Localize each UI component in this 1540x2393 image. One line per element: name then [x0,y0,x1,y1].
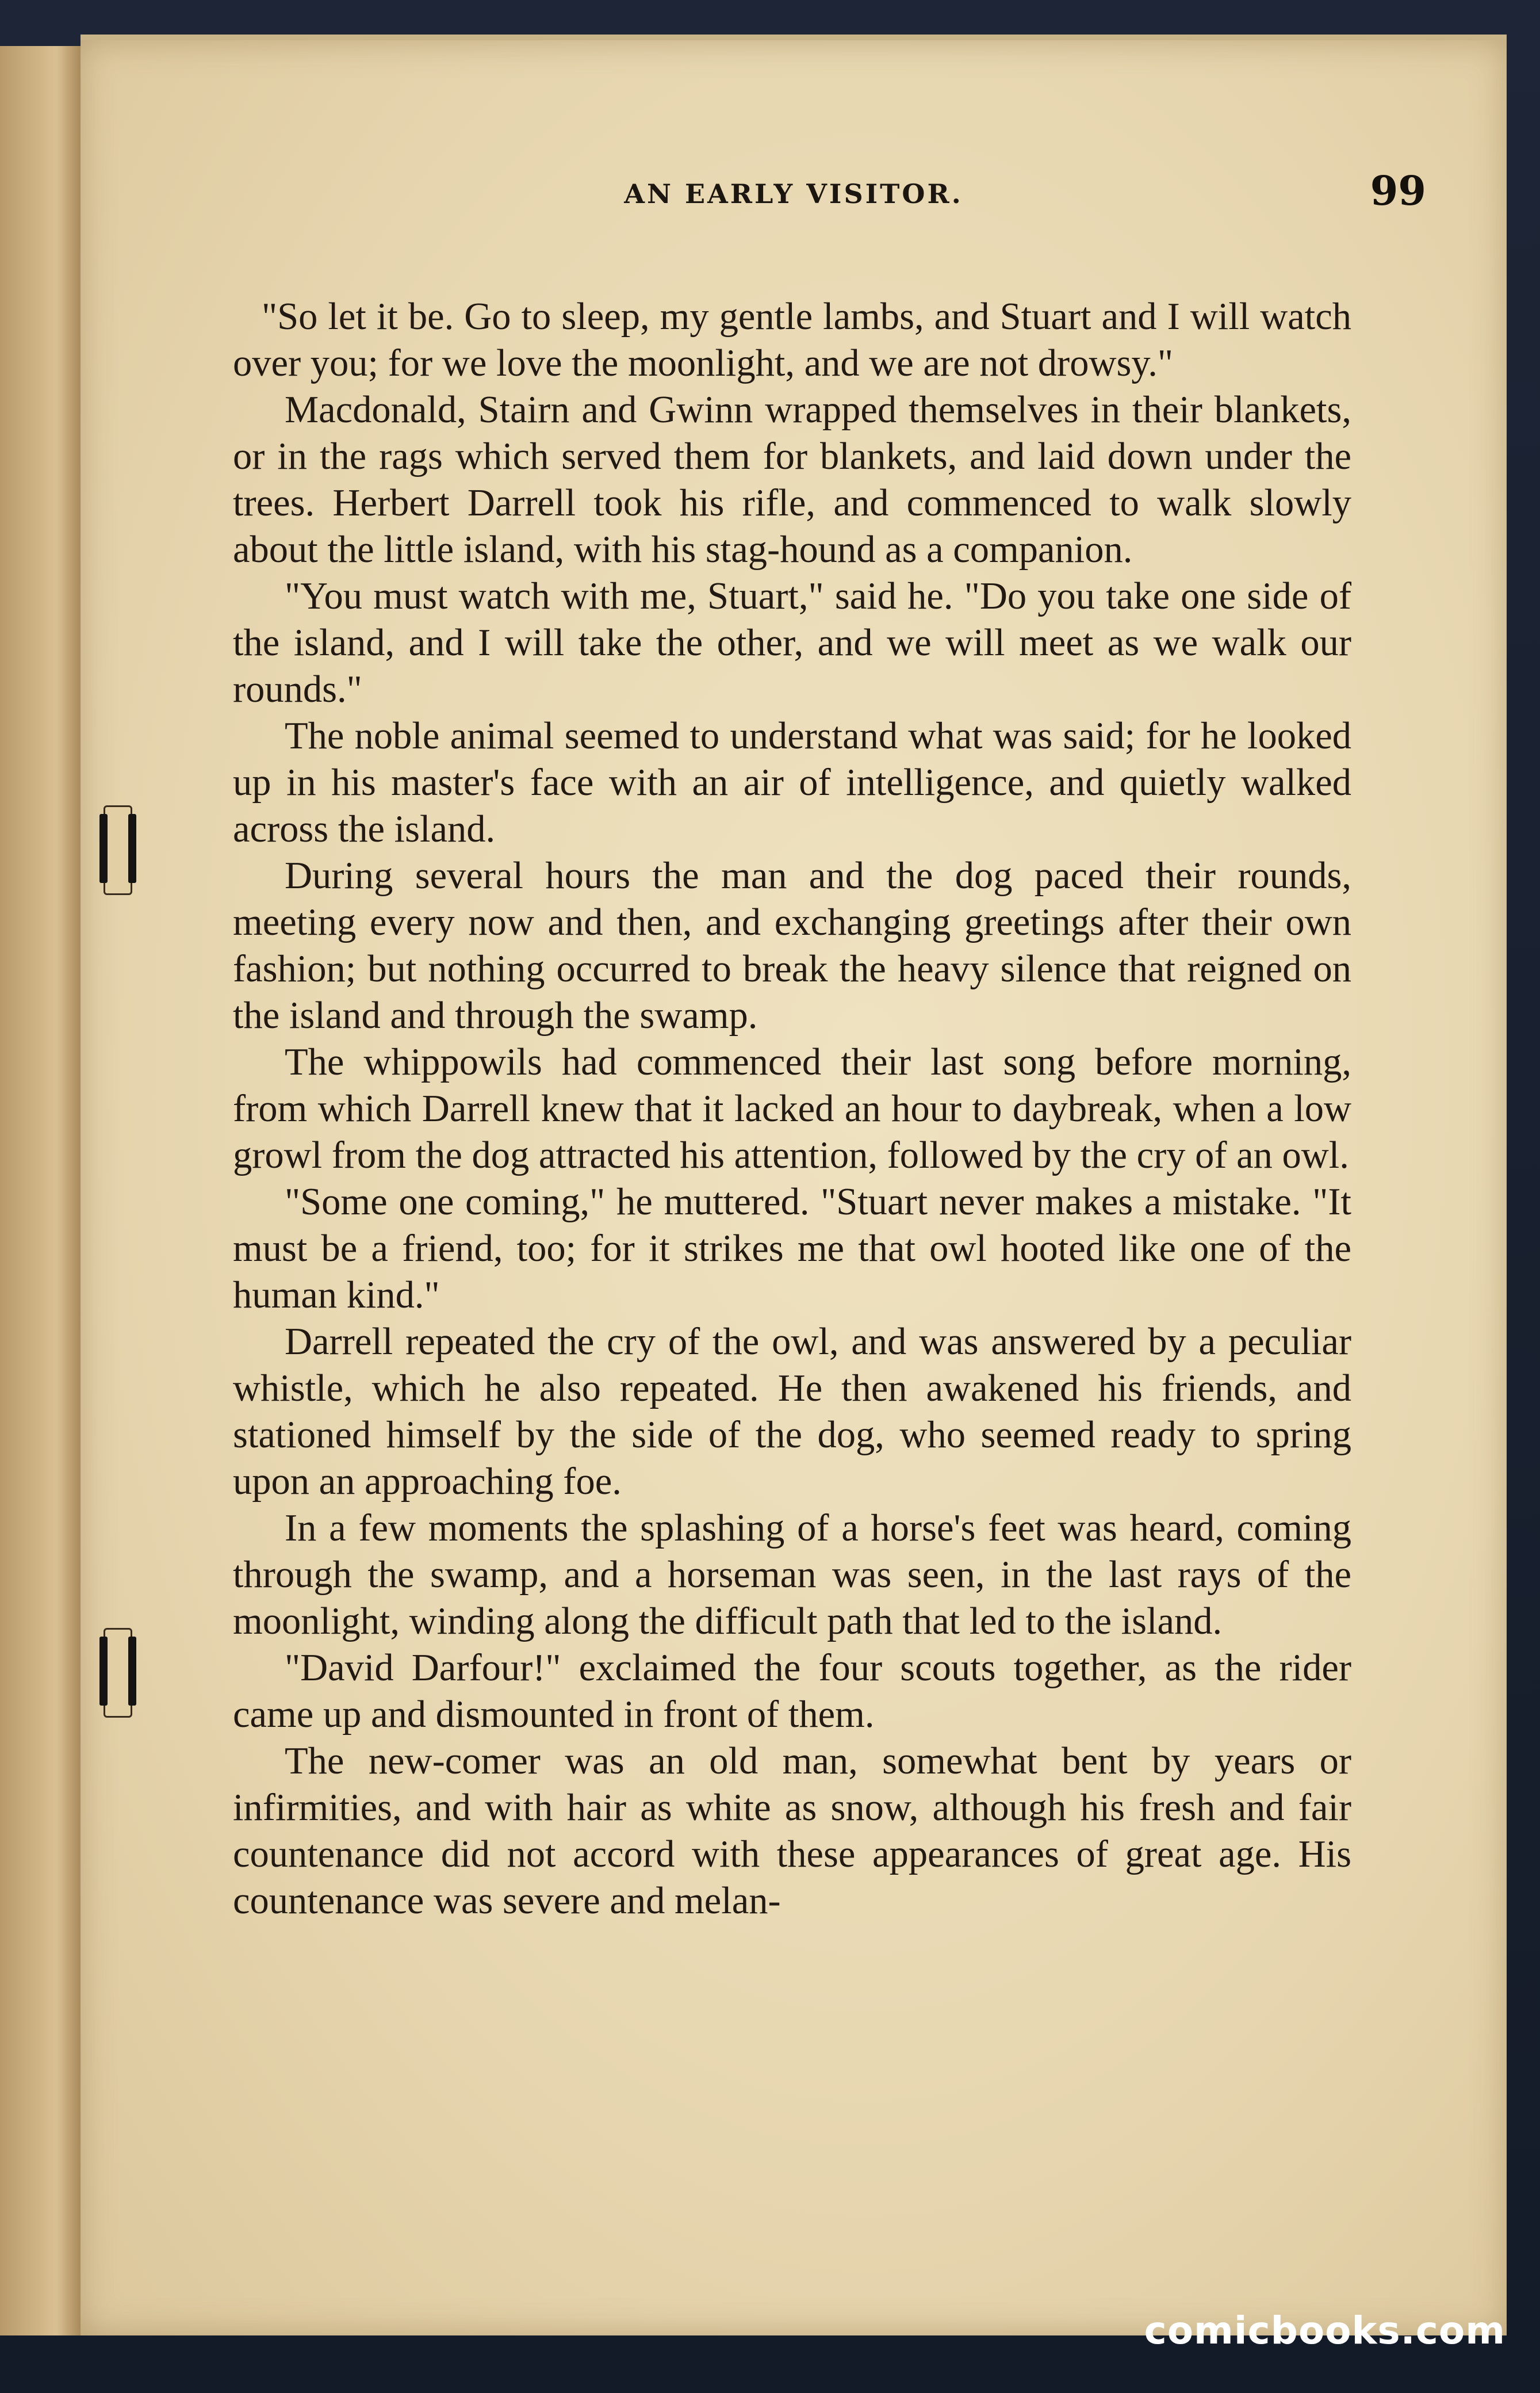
binding-stitch-top [104,805,132,895]
binding-stitch-bottom [104,1628,132,1718]
paragraph: The noble animal seemed to understand what was said; for he looked up in his master's face with an air of intelligence, and quietly walked across the island. [233,715,1351,850]
stitch-thread [128,1637,136,1706]
paragraph: The whippowils had commenced their last song before morning, from which Darrell knew that it lacked an hour to daybreak, when a low growl from the dog attracted his attention, followed by the cry of an owl. [233,1041,1351,1176]
paragraph: "So let it be. Go to sleep, my gentle lambs, and Stuart and I will watch over you; for we love the moonlight, and we are not drowsy." [233,296,1351,384]
stitch-thread [99,1637,108,1706]
running-head [81,167,1507,213]
body-text [233,293,1351,1924]
paragraph: "Some one coming," he muttered. "Stuart never makes a mistake. "It must be a friend, too; for it strikes me that owl hooted like one of the human kind." [233,1181,1351,1316]
stitch-thread [99,814,108,883]
paragraph: During several hours the man and the dog paced their rounds, meeting every now and then, and exchanging greetings after their own fashion; but nothing occurred to break the heavy silence that reigned on the island and through the swamp. [233,855,1351,1037]
paragraph: "You must watch with me, Stuart," said he. "Do you take one side of the island, and I will take the other, and we will meet as we walk our rounds." [233,575,1351,710]
paragraph: In a few moments the splashing of a horse's feet was heard, coming through the swamp, and a horseman was seen, in the last rays of the moonlight, winding along the difficult path that led to the island. [233,1507,1351,1642]
stitch-thread [128,814,136,883]
facing-page-edge [0,46,84,2335]
paragraph: "David Darfour!" exclaimed the four scouts together, as the rider came up and dismounted in front of them. [233,1647,1351,1736]
paragraph: Macdonald, Stairn and Gwinn wrapped themselves in their blankets, or in the rags which served them for blankets, and laid down under the trees. Herbert Darrell took his rifle, and commenced to walk slowly about the little island, with his stag-hound as a companion. [233,389,1351,571]
paragraph: Darrell repeated the cry of the owl, and was answered by a peculiar whistle, which he also repeated. He then awakened his friends, and stationed himself by the side of the dog, who seemed ready to spring upon an approaching foe. [233,1321,1351,1503]
source-watermark: comicbooks.com [1144,2308,1505,2353]
page-number: 99 [1370,167,1426,215]
paragraph: The new-comer was an old man, somewhat bent by years or infirmities, and with hair as white as snow, although his fresh and fair countenance did not accord with these appearances of great age. His countenance was severe and melan- [233,1740,1351,1922]
running-title: AN EARLY VISITOR. [624,178,963,209]
